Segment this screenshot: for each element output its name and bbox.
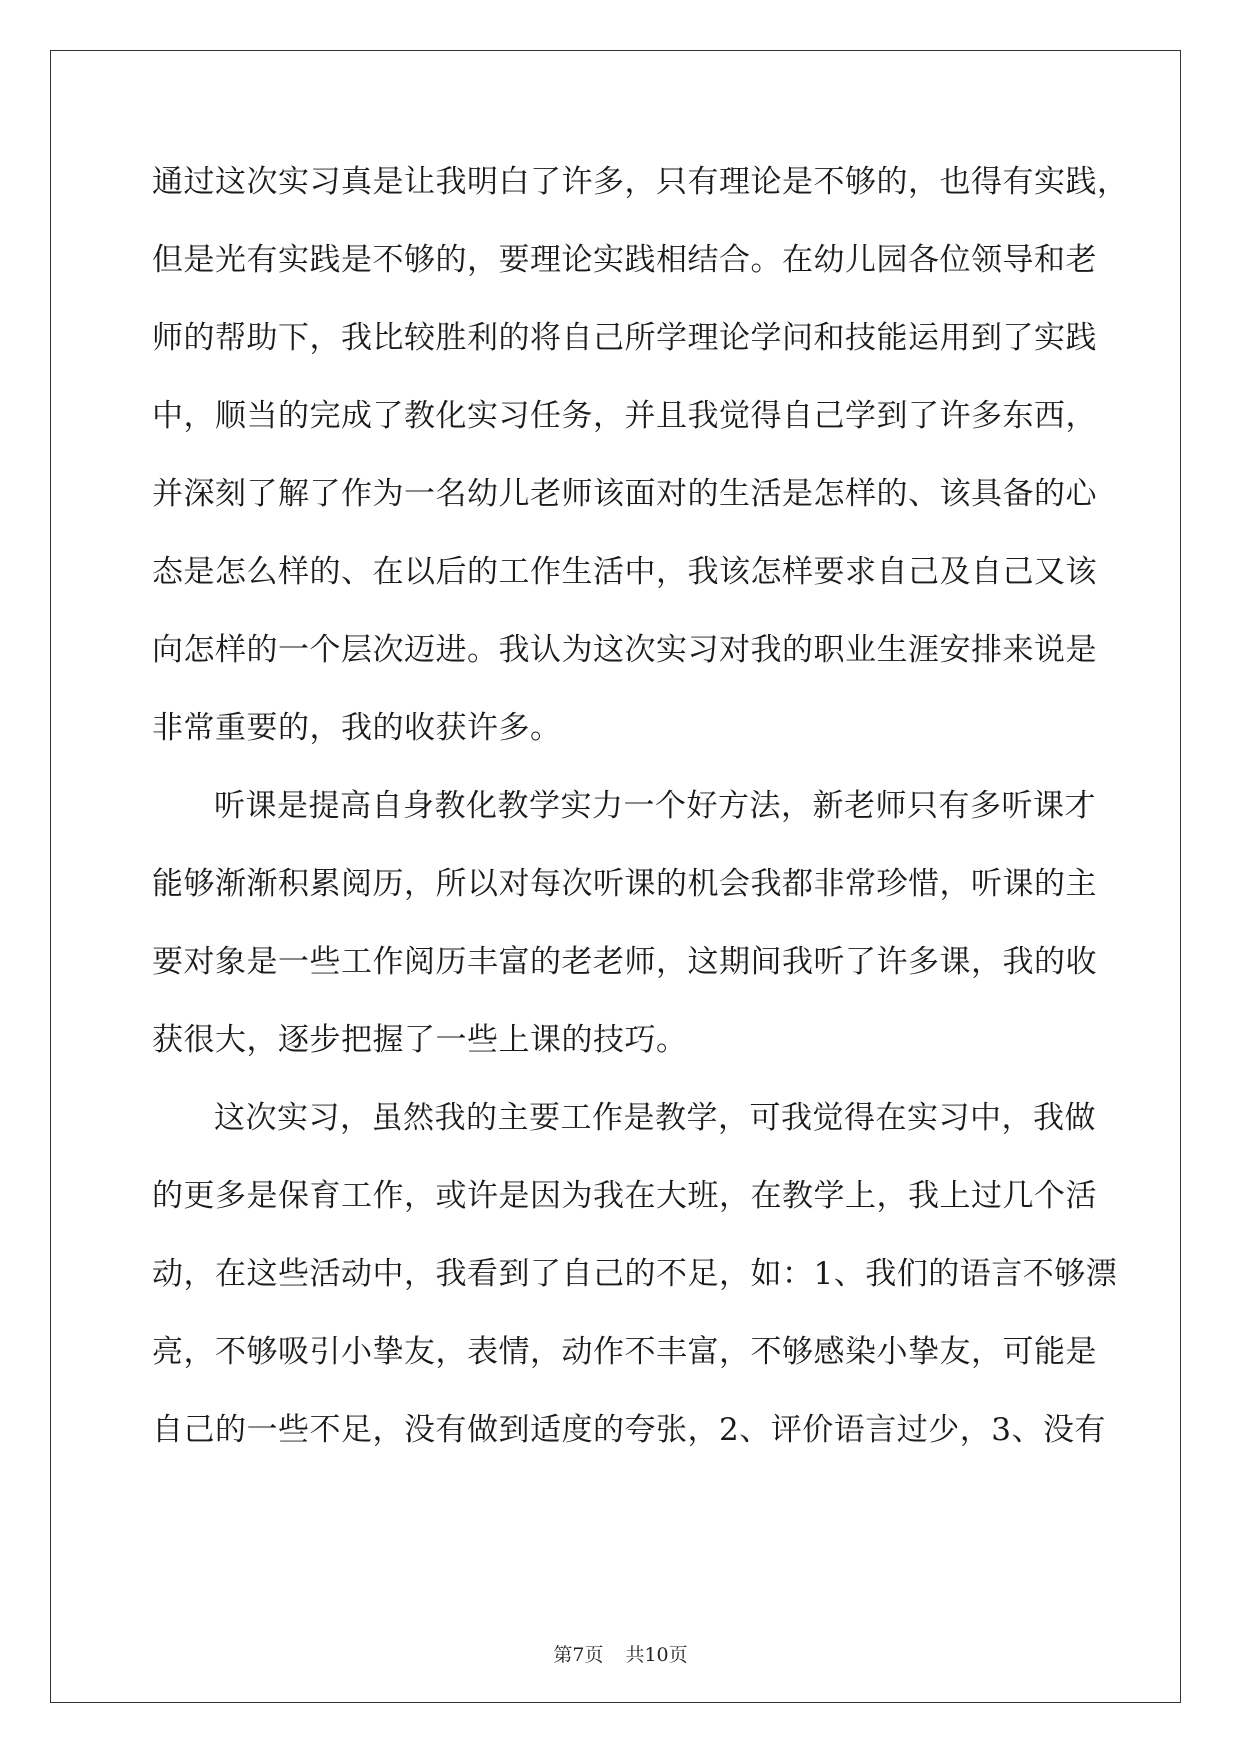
paragraph-start-line: 听课是提高自身教化教学实力一个好方法，新老师只有多听课才	[214, 788, 1096, 824]
text-line: 能够渐渐积累阅历，所以对每次听课的机会我都非常珍惜，听课的主	[152, 866, 1097, 902]
text-line: 非常重要的，我的收获许多。	[152, 710, 562, 746]
text-line: 但是光有实践是不够的，要理论实践相结合。在幼儿园各位领导和老	[152, 242, 1097, 278]
page-total: 共10页	[625, 1644, 688, 1666]
text-line: 师的帮助下，我比较胜利的将自己所学理论学问和技能运用到了实践	[152, 320, 1097, 356]
text-line: 亮，不够吸引小挚友，表情，动作不丰富，不够感染小挚友，可能是	[152, 1334, 1097, 1370]
text-line: 态是怎么样的、在以后的工作生活中，我该怎样要求自己及自己又该	[152, 554, 1097, 590]
text-line: 的更多是保育工作，或许是因为我在大班，在教学上，我上过几个活	[152, 1178, 1097, 1214]
page-footer	[0, 1640, 1241, 1667]
text-line: 自己的一些不足，没有做到适度的夸张，2、评价语言过少，3、没有	[152, 1412, 1106, 1448]
text-line: 动，在这些活动中，我看到了自己的不足，如：1、我们的语言不够漂	[152, 1256, 1118, 1292]
document-body	[152, 152, 1129, 1478]
text-line: 要对象是一些工作阅历丰富的老老师，这期间我听了许多课，我的收	[152, 944, 1097, 980]
text-line: 中，顺当的完成了教化实习任务，并且我觉得自己学到了许多东西，	[152, 398, 1097, 434]
text-line: 向怎样的一个层次迈进。我认为这次实习对我的职业生涯安排来说是	[152, 632, 1097, 668]
page-number: 第7页	[553, 1644, 604, 1666]
paragraph-start-line: 这次实习，虽然我的主要工作是教学，可我觉得在实习中，我做	[214, 1100, 1096, 1136]
text-line: 并深刻了解了作为一名幼儿老师该面对的生活是怎样的、该具备的心	[152, 476, 1097, 512]
text-line: 获很大，逐步把握了一些上课的技巧。	[152, 1022, 688, 1058]
text-line: 通过这次实习真是让我明白了许多，只有理论是不够的，也得有实践，	[152, 164, 1129, 200]
